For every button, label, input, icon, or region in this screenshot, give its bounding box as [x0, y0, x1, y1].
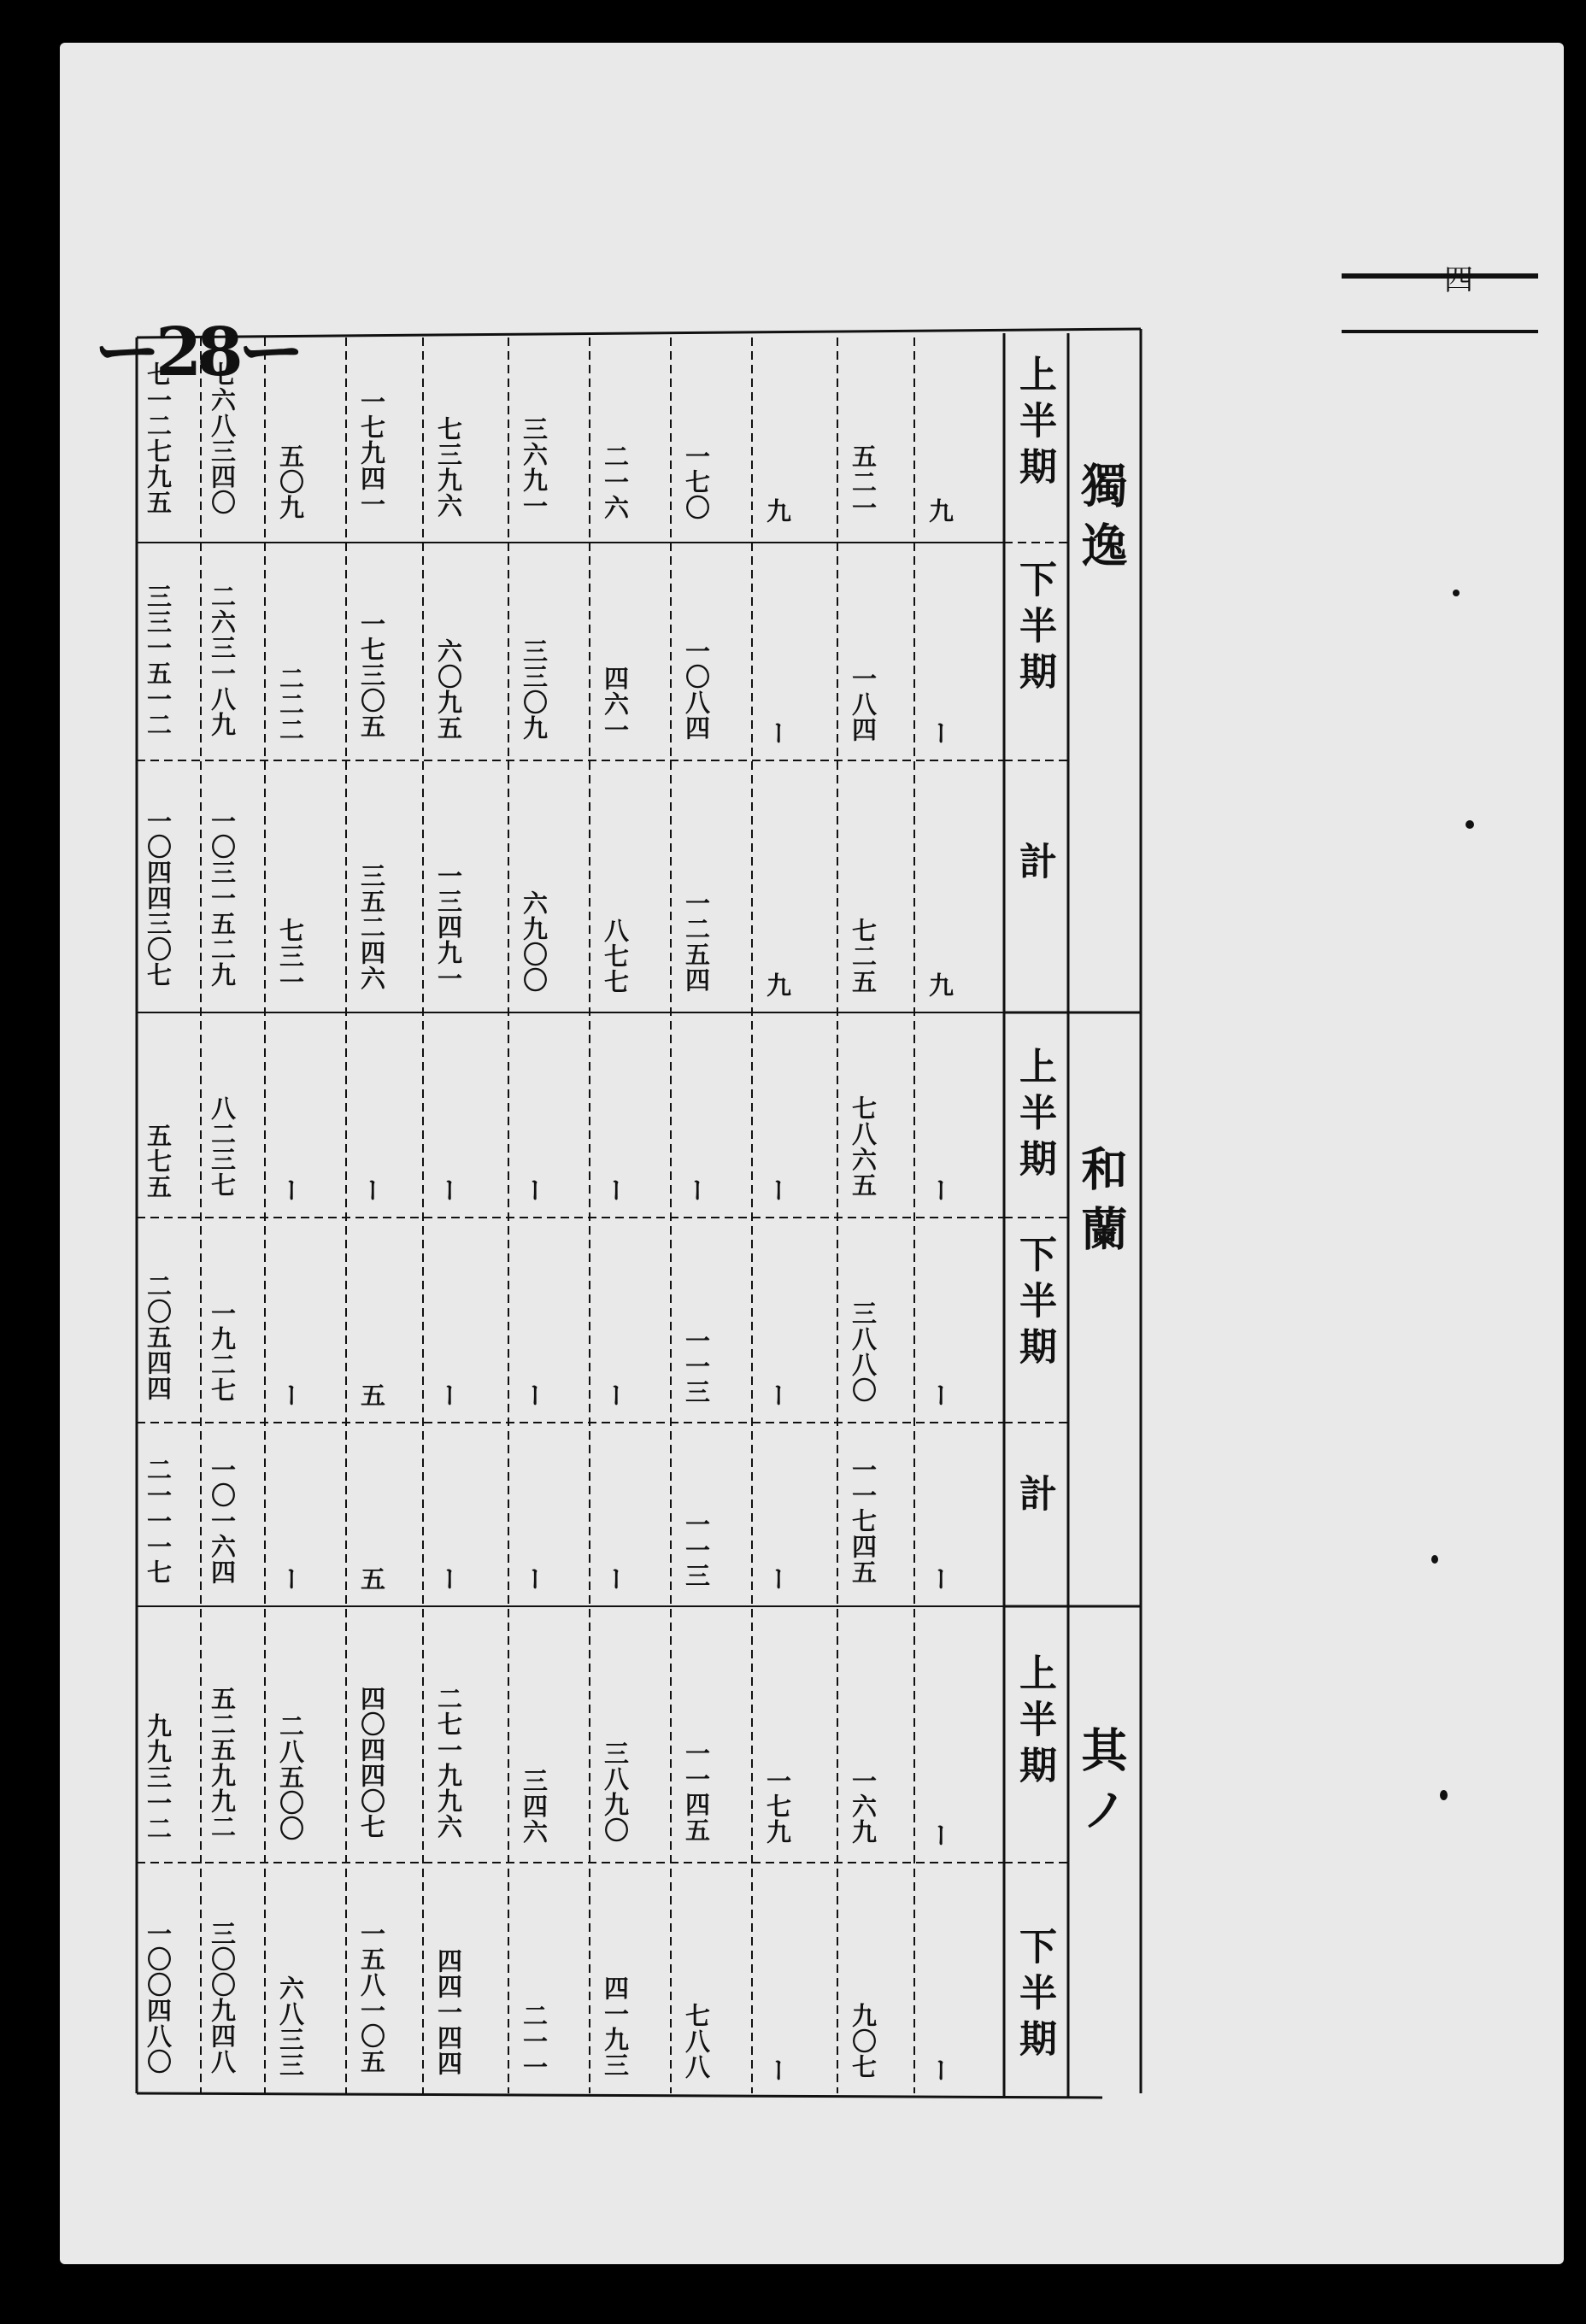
table-cell: ー: [763, 1177, 792, 1203]
table-cell: 一〇八四: [682, 638, 711, 741]
table-cell: 一八四: [849, 666, 878, 742]
table-cell: 二一一一七: [144, 1457, 173, 1585]
table-cell: 三三一五一二: [144, 584, 173, 737]
table-cell: 五二一: [849, 443, 878, 520]
table-cell: 二一一: [520, 2003, 549, 2080]
table-cell: ー: [763, 1566, 792, 1592]
table-cell: 四一九三: [601, 1975, 630, 2078]
table-cell: ー: [925, 1566, 955, 1592]
table-cell: 一〇四四三〇七: [144, 808, 173, 988]
scan-speck: [1453, 590, 1460, 596]
corner-label: 四: [1444, 263, 1473, 297]
sub-header-total: 計: [1013, 1474, 1056, 1520]
table-cell: 八七七: [601, 918, 630, 995]
table-cell: ー: [763, 1382, 792, 1408]
table-cell: 七三九六: [434, 416, 463, 519]
scan-speck: [1431, 1555, 1438, 1564]
table-cell: 九: [763, 972, 792, 998]
table-cell: 七八六五: [849, 1095, 878, 1198]
table-cell: 二七一九九六: [434, 1686, 463, 1840]
table-cell: 八二三七: [208, 1095, 237, 1198]
table-cell: ー: [276, 1566, 305, 1592]
table-cell: 三八八〇: [849, 1300, 878, 1403]
table-cell: 一〇〇四八〇: [144, 1921, 173, 2075]
table-cell: 五〇九: [276, 443, 305, 520]
table-cell: 三八九〇: [601, 1740, 630, 1843]
table-cell: ー: [276, 1382, 305, 1408]
table-cell: ー: [520, 1566, 549, 1592]
table-cell: 二六三一八九: [208, 584, 237, 737]
table-cell: 九〇七: [849, 2003, 878, 2080]
table-cell: 三六九一: [520, 416, 549, 519]
table-cell: 一九二七: [208, 1300, 237, 1403]
table-cell: 四〇四四〇七: [357, 1686, 386, 1840]
table-cell: ー: [925, 1382, 955, 1408]
sub-header-first-half: 上半期: [1013, 1047, 1056, 1185]
column-header-others: 其ノ: [1074, 1726, 1129, 1846]
table-cell: ー: [682, 1177, 711, 1203]
table-cell: 九: [925, 972, 955, 998]
table-cell: 一一四五: [682, 1740, 711, 1843]
column-header-netherlands: 和蘭: [1074, 1145, 1129, 1265]
table-cell: 六八三三: [276, 1975, 305, 2078]
table-cell: ー: [434, 1177, 463, 1203]
table-cell: ー: [357, 1177, 386, 1203]
sub-header-first-half: 上半期: [1013, 1653, 1056, 1792]
table-cell: ー: [925, 1177, 955, 1203]
table-cell: 一一三: [682, 1328, 711, 1405]
table-cell: ー: [925, 720, 955, 746]
table-cell: 三五二四六: [357, 863, 386, 991]
table-cell: 五七五: [144, 1123, 173, 1200]
table-cell: ー: [434, 1382, 463, 1408]
table-cell: ー: [520, 1177, 549, 1203]
table-cell: 七三一: [276, 918, 305, 995]
sub-header-second-half: 下半期: [1013, 560, 1056, 698]
table-cell: 一七〇: [682, 443, 711, 520]
table-cell: 四六一: [601, 666, 630, 742]
table-cell: 一七九四一: [357, 389, 386, 517]
table-cell: 一三四九一: [434, 863, 463, 991]
table-cell: 三四六: [520, 1768, 549, 1845]
table-cell: 一七九: [763, 1768, 792, 1845]
table-cell: 九: [925, 498, 955, 524]
scan-speck: [1440, 1790, 1448, 1800]
table-cell: 六九〇〇: [520, 890, 549, 993]
table-cell: 七六八三四〇: [208, 361, 237, 515]
table-cell: 一一七四五: [849, 1457, 878, 1585]
table-cell: ー: [434, 1566, 463, 1592]
table-cell: ー: [601, 1177, 630, 1203]
sub-header-total: 計: [1013, 842, 1056, 888]
table-cell: ー: [601, 1566, 630, 1592]
table-cell: 七二五: [849, 918, 878, 995]
table-cell: ー: [276, 1177, 305, 1203]
table-cell: 一〇一六四: [208, 1457, 237, 1585]
table-cell: 六〇九五: [434, 638, 463, 741]
table-cell: 五: [357, 1566, 386, 1592]
table-cell: 三〇〇九四八: [208, 1921, 237, 2075]
table-cell: ー: [601, 1382, 630, 1408]
table-cell: 二八五〇〇: [276, 1713, 305, 1841]
table-cell: 一五八一〇五: [357, 1921, 386, 2075]
table-cell: 七八八: [682, 2003, 711, 2080]
table-cell: 三三〇九: [520, 638, 549, 741]
table-cell: 二〇五四四: [144, 1273, 173, 1401]
table-cell: 一一三: [682, 1511, 711, 1588]
sub-header-second-half: 下半期: [1013, 1927, 1056, 2065]
table-cell: ー: [520, 1382, 549, 1408]
table-cell: 二二二: [276, 666, 305, 742]
table-cell: ー: [925, 1822, 955, 1848]
table-cell: 二一六: [601, 443, 630, 520]
table-cell: 一六九: [849, 1768, 878, 1845]
page-number: ー28ー: [94, 314, 300, 391]
sub-header-first-half: 上半期: [1013, 355, 1056, 493]
table-cell: 五: [357, 1382, 386, 1408]
table-cell: 一二五四: [682, 890, 711, 993]
table-cell: 五二五九九二: [208, 1686, 237, 1840]
table-cell: 一七三〇五: [357, 611, 386, 739]
table-cell: ー: [763, 2057, 792, 2083]
scan-speck: [1466, 820, 1474, 829]
table-cell: ー: [925, 2057, 955, 2083]
table-cell: ー: [763, 720, 792, 746]
table-cell: 九: [763, 498, 792, 524]
column-header-germany: 獨逸: [1074, 461, 1129, 581]
table-cell: 九九三一二: [144, 1713, 173, 1841]
table-cell: 七一二七九五: [144, 361, 173, 515]
table-cell: 四四一四四: [434, 1948, 463, 2076]
table-cell: 一〇三一五二九: [208, 808, 237, 988]
sub-header-second-half: 下半期: [1013, 1235, 1056, 1373]
